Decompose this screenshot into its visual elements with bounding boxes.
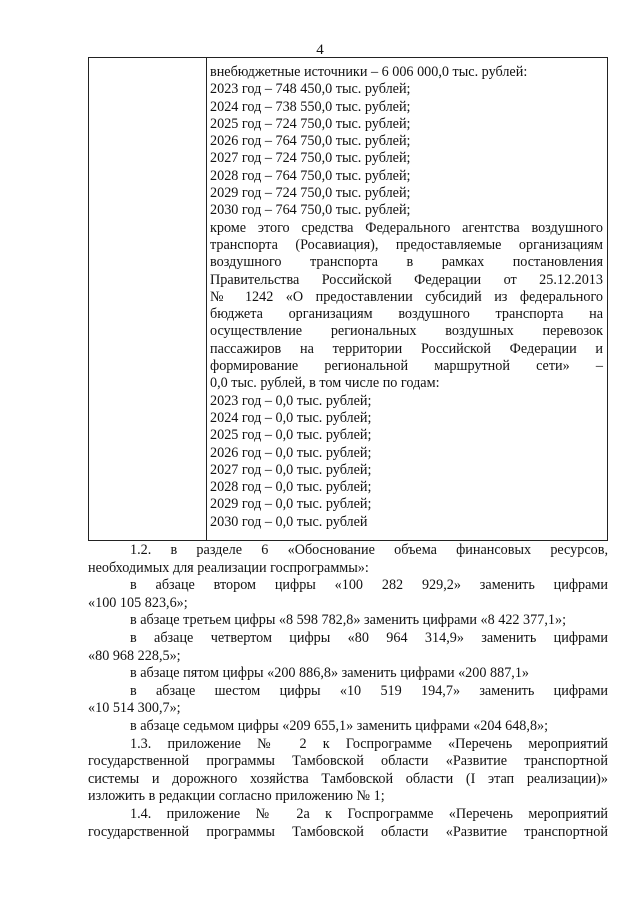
- cell-line: 2028 год – 0,0 тыс. рублей;: [210, 479, 372, 496]
- paragraph-abzac-4-line-2: «80 968 228,5»;: [88, 647, 181, 664]
- cell-line: 2027 год – 724 750,0 тыс. рублей;: [210, 150, 411, 167]
- cell-line: Правительства Российской Федерации от 25.12.2013: [210, 271, 603, 288]
- cell-line: 2026 год – 0,0 тыс. рублей;: [210, 444, 372, 461]
- cell-line: 2023 год – 748 450,0 тыс. рублей;: [210, 81, 411, 98]
- cell-line: формирование региональной маршрутной сети» –: [210, 358, 603, 375]
- cell-line: 2030 год – 0,0 тыс. рублей: [210, 513, 368, 530]
- cell-line: кроме этого средства Федерального агентства воздушного: [210, 219, 603, 236]
- paragraph-abzac-6-line-2: «10 514 300,7»;: [88, 700, 181, 717]
- cell-line: 2024 год – 0,0 тыс. рублей;: [210, 409, 372, 426]
- cell-line: 2028 год – 764 750,0 тыс. рублей;: [210, 167, 411, 184]
- paragraph-1-2-line-1: 1.2. в разделе 6 «Обоснование объема финансовых ресурсов,: [130, 542, 608, 558]
- cell-line: 2029 год – 0,0 тыс. рублей;: [210, 496, 372, 513]
- page-number: 4: [316, 42, 324, 58]
- paragraph-1-3-line-1: 1.3. приложение № 2 к Госпрограмме «Перечень мероприятий: [130, 735, 608, 752]
- cell-line: 2027 год – 0,0 тыс. рублей;: [210, 461, 372, 478]
- cell-line: 2029 год – 724 750,0 тыс. рублей;: [210, 185, 411, 202]
- table-column-divider: [206, 57, 207, 541]
- cell-line: воздушного транспорта в рамках постановления: [210, 254, 603, 271]
- paragraph-1-3-line-3: системы и дорожного хозяйства Тамбовской области (I этап реализации)»: [88, 770, 608, 787]
- paragraph-1-3-line-2: государственной программы Тамбовской области «Развитие транспортной: [88, 753, 608, 770]
- paragraph-abzac-5: в абзаце пятом цифры «200 886,8» заменить цифрами «200 887,1»: [130, 665, 530, 682]
- paragraph-1-3-line-4: изложить в редакции согласно приложению № 1;: [88, 788, 385, 805]
- cell-line: № 1242 «О предоставлении субсидий из федерального: [210, 288, 603, 305]
- cell-line: 2030 год – 764 750,0 тыс. рублей;: [210, 202, 411, 219]
- cell-line: транспорта (Росавиация), предоставляемые организациям: [210, 236, 603, 253]
- paragraph-abzac-6-line-1: в абзаце шестом цифры «10 519 194,7» заменить цифрами: [130, 682, 608, 699]
- cell-line: 2023 год – 0,0 тыс. рублей;: [210, 392, 372, 409]
- paragraph-1-2-line-2: необходимых для реализации госпрограммы»:: [88, 559, 369, 576]
- cell-line: 2025 год – 724 750,0 тыс. рублей;: [210, 115, 411, 132]
- paragraph-abzac-7: в абзаце седьмом цифры «209 655,1» заменить цифрами «204 648,8»;: [130, 717, 549, 734]
- paragraph-abzac-3: в абзаце третьем цифры «8 598 782,8» заменить цифрами «8 422 377,1»;: [130, 612, 567, 629]
- cell-line: осуществление региональных воздушных перевозок: [210, 323, 603, 340]
- paragraph-abzac-2-line-1: в абзаце втором цифры «100 282 929,2» заменить цифрами: [130, 577, 608, 594]
- cell-line: пассажиров на территории Российской Федерации и: [210, 340, 603, 357]
- cell-line: 2024 год – 738 550,0 тыс. рублей;: [210, 98, 411, 115]
- cell-line: 2025 год – 0,0 тыс. рублей;: [210, 427, 372, 444]
- document-body: [88, 542, 608, 841]
- paragraph-abzac-4-line-1: в абзаце четвертом цифры «80 964 314,9» заменить цифрами: [130, 629, 608, 646]
- paragraph-1-4-line-1: 1.4. приложение № 2а к Госпрограмме «Перечень мероприятий: [130, 805, 608, 822]
- paragraph-abzac-2-line-2: «100 105 823,6»;: [88, 594, 188, 611]
- cell-line: внебюджетные источники – 6 006 000,0 тыс. рублей:: [210, 64, 528, 80]
- cell-line: 0,0 тыс. рублей, в том числе по годам:: [210, 375, 440, 392]
- paragraph-1-4-line-2: государственной программы Тамбовской области «Развитие транспортной: [88, 823, 608, 840]
- cell-line: 2026 год – 764 750,0 тыс. рублей;: [210, 133, 411, 150]
- cell-line: бюджета организациям воздушного транспорта на: [210, 306, 603, 323]
- table-right-cell: [210, 64, 603, 531]
